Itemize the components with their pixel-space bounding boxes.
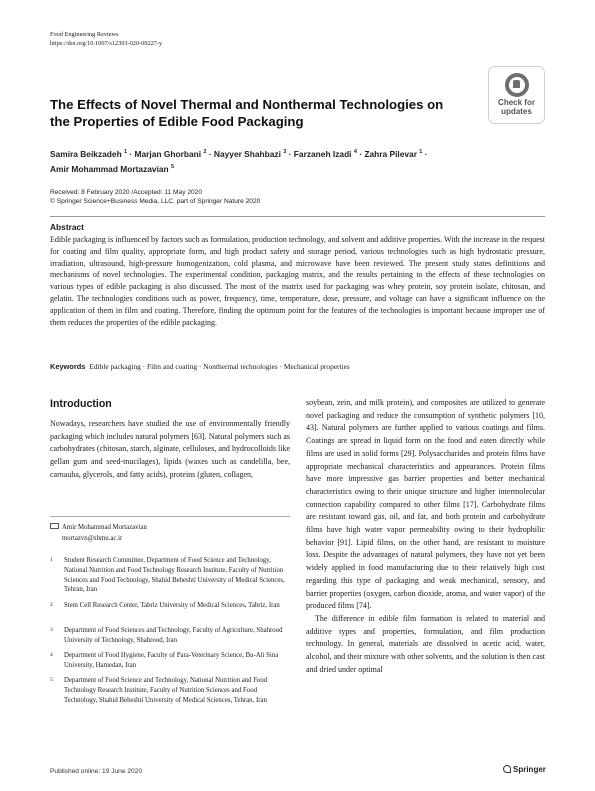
- author-name[interactable]: Marjan Ghorbani: [134, 148, 202, 159]
- author-list: Samira Beikzadeh $^1$ · Marjan Ghorbani $^2$ · Nayyer Shahbazi $^3$ · Farzaneh Izadi $^4$ · Zahra Pilevar $^1$ · Amir Mohammad Mortazavian $^5$: [50, 148, 428, 175]
- article-dates: [50, 188, 260, 206]
- author-affiliation-mark: 4: [353, 149, 357, 155]
- affiliation-text: Student Research Committee, Department of Food Science and Technology, National Nutrition and Food Technology Research Institute, Faculty of Nutrition Sciences and Food Technology, Shahid Beheshti University of Medical Sciences, Tehran, Iran: [64, 557, 285, 594]
- affiliation-item: [50, 601, 290, 611]
- affiliation-text: Department of Food Sciences and Technology, Faculty of Agriculture, Shahrood University of Technology, Shahrood, Iran: [64, 627, 283, 644]
- intro-paragraph: soybean, zein, and milk protein), and composites are utilized to generate novel packaging and reduce the consumption of synthetic polymers [10, 43]. Natural polymers are further applied to various coatings and films. Coatings are spread in liquid form on the food and eaten directly while films are used in solid forms [29]. Polysaccharides and protein films have appropriate mechanical characteristics and appearances. Protein films have more impressive gas barrier properties and better mechanical characteristics owing to their unique structure and higher intermolecular connection capability compared to other films [17]. Carbohydrate films are resistant toward gas, oil, and fat, and both protein and carbohydrate films have high water vapor permeability owing to their hydrophilic behavior [91]. Lipid films, on the other hand, are resistant to moisture loss. Despite the advantages of natural polymers, they have not yet been widely applied in food manufacturing due to their relatively high cost regarding this type of packaging and weak mechanical, sensory, and barrier properties (oxygen, carbon dioxide, aroma, and water vapor) of the produced films [74].: [306, 398, 545, 611]
- article-title: The Effects of Novel Thermal and Nonthermal Technologies on the Properties of Edible Food Packaging: [50, 97, 444, 129]
- publisher-name: Springer: [513, 765, 546, 774]
- doi-link[interactable]: https://doi.org/10.1007/s12393-020-09227-y: [50, 40, 163, 47]
- intro-paragraph: The difference in edible film formation is related to material and additive types and properties, formulation, and film production technology. In general, materials are dissolved in acetic acid, water, alcohol, and their mixture with other solvents, and the solution is then cast and dried under optimal: [306, 613, 545, 674]
- affiliation-number: 4: [50, 652, 53, 658]
- received-accepted: Received: 8 February 2020 /Accepted: 11 May 2020: [50, 189, 202, 196]
- affiliation-number: 3: [50, 627, 53, 633]
- author-affiliation-mark: 2: [203, 149, 207, 155]
- check-updates-icon: [505, 73, 529, 97]
- section-heading-introduction: Introduction: [50, 398, 112, 410]
- springer-horse-icon: [503, 765, 511, 773]
- envelope-icon: [50, 523, 59, 529]
- affiliation-number: 1: [50, 557, 53, 563]
- author-name[interactable]: Samira Beikzadeh: [50, 148, 122, 159]
- affiliation-item: [50, 676, 290, 705]
- divider: [50, 216, 545, 217]
- author-name[interactable]: Zahra Pilevar: [364, 148, 417, 159]
- intro-left-column: Nowadays, researchers have studied the use of environmentally friendly packaging which includes natural polymers [63]. Natural polymers such as carbohydrates (chitosan, starch, alginate, celluloses, and hydrocolloids like gellan gum and seed-mucilages), lipids (waxes such as candelilla, bee, carnauba, glycerols, and fatty acids), proteins (gluten, collagen,: [50, 419, 290, 479]
- affiliation-text: Stem Cell Research Center, Tabriz University of Medical Sciences, Tabriz, Iran: [64, 602, 280, 609]
- published-online: Published online: 19 June 2020: [50, 768, 143, 775]
- journal-name: Food Engineering Reviews: [50, 31, 119, 38]
- footnote-divider: [50, 516, 290, 517]
- keywords-text: Edible packaging · Film and coating · Nonthermal technologies · Mechanical properties: [89, 362, 350, 371]
- corresponding-author: [62, 523, 147, 544]
- corresponding-email[interactable]: mortazvn@sbmu.ac.ir: [62, 534, 123, 542]
- author-name[interactable]: Farzaneh Izadi: [293, 148, 352, 159]
- check-for-updates-badge[interactable]: [488, 66, 545, 124]
- author-name[interactable]: Nayyer Shahbazi: [213, 148, 281, 159]
- badge-line1: Check for: [498, 98, 535, 107]
- affiliation-text: Department of Food Science and Technology, National Nutrition and Food Technology Research Institute, Faculty of Nutrition Sciences and Food Technology, Shahid Beheshti University of Medical Sciences, Tehran, Iran: [64, 677, 268, 704]
- intro-right-column: [306, 397, 545, 676]
- affiliation-number: 5: [50, 677, 53, 683]
- author-name[interactable]: Amir Mohammad Mortazavian: [50, 164, 169, 175]
- keywords-label: Keywords: [50, 362, 86, 371]
- abstract-heading: Abstract: [50, 222, 84, 232]
- springer-logo: [503, 765, 546, 774]
- author-affiliation-mark: 5: [171, 164, 175, 171]
- affiliation-item: [50, 651, 290, 671]
- corresponding-name: Amir Mohammad Mortazavian: [62, 524, 147, 531]
- journal-header: [50, 30, 162, 48]
- copyright: © Springer Science+Business Media, LLC, part of Springer Nature 2020: [50, 198, 261, 205]
- affiliation-text: Department of Food Hygiene, Faculty of Para-Veterinary Science, Bu-Ali Sina University, Hamedan, Iran: [64, 652, 279, 669]
- abstract-text: Edible packaging is influenced by factors such as formulation, production technology, and solvent and additive properties. With the increase in the request for coating and film quality, appropriate form, and high product safety and storage period, various technologies such as high hydrostatic pressure, irradiation, ultrasound, high-pressure homogenization, cold plasma, and microwave have been reviewed. The present study states definitions and mechanisms of novel technologies. The experimental condition, packaging matrix, and the results pertaining to the effects of these technologies on various types of edible packaging is also discussed. The most of the matrix used for packaging was whey protein, soy protein isolate, chitosan, and gelatin. The technologies conditions such as power, frequency, time, temperature, dose, pressure, and voltage can have a significant influence on the application of them in film and coating. Therefore, finding the optimum point for the features of the technologies is important because improper use of them reduces the properties of the edible packaging.: [50, 235, 545, 327]
- affiliation-item: [50, 556, 290, 595]
- author-affiliation-mark: 3: [283, 149, 287, 155]
- badge-line2: updates: [501, 106, 532, 116]
- affiliation-item: [50, 626, 290, 646]
- affiliation-number: 2: [50, 602, 53, 608]
- author-affiliation-mark: 1: [124, 149, 128, 155]
- author-affiliation-mark: 1: [419, 149, 423, 155]
- keywords: [50, 362, 545, 371]
